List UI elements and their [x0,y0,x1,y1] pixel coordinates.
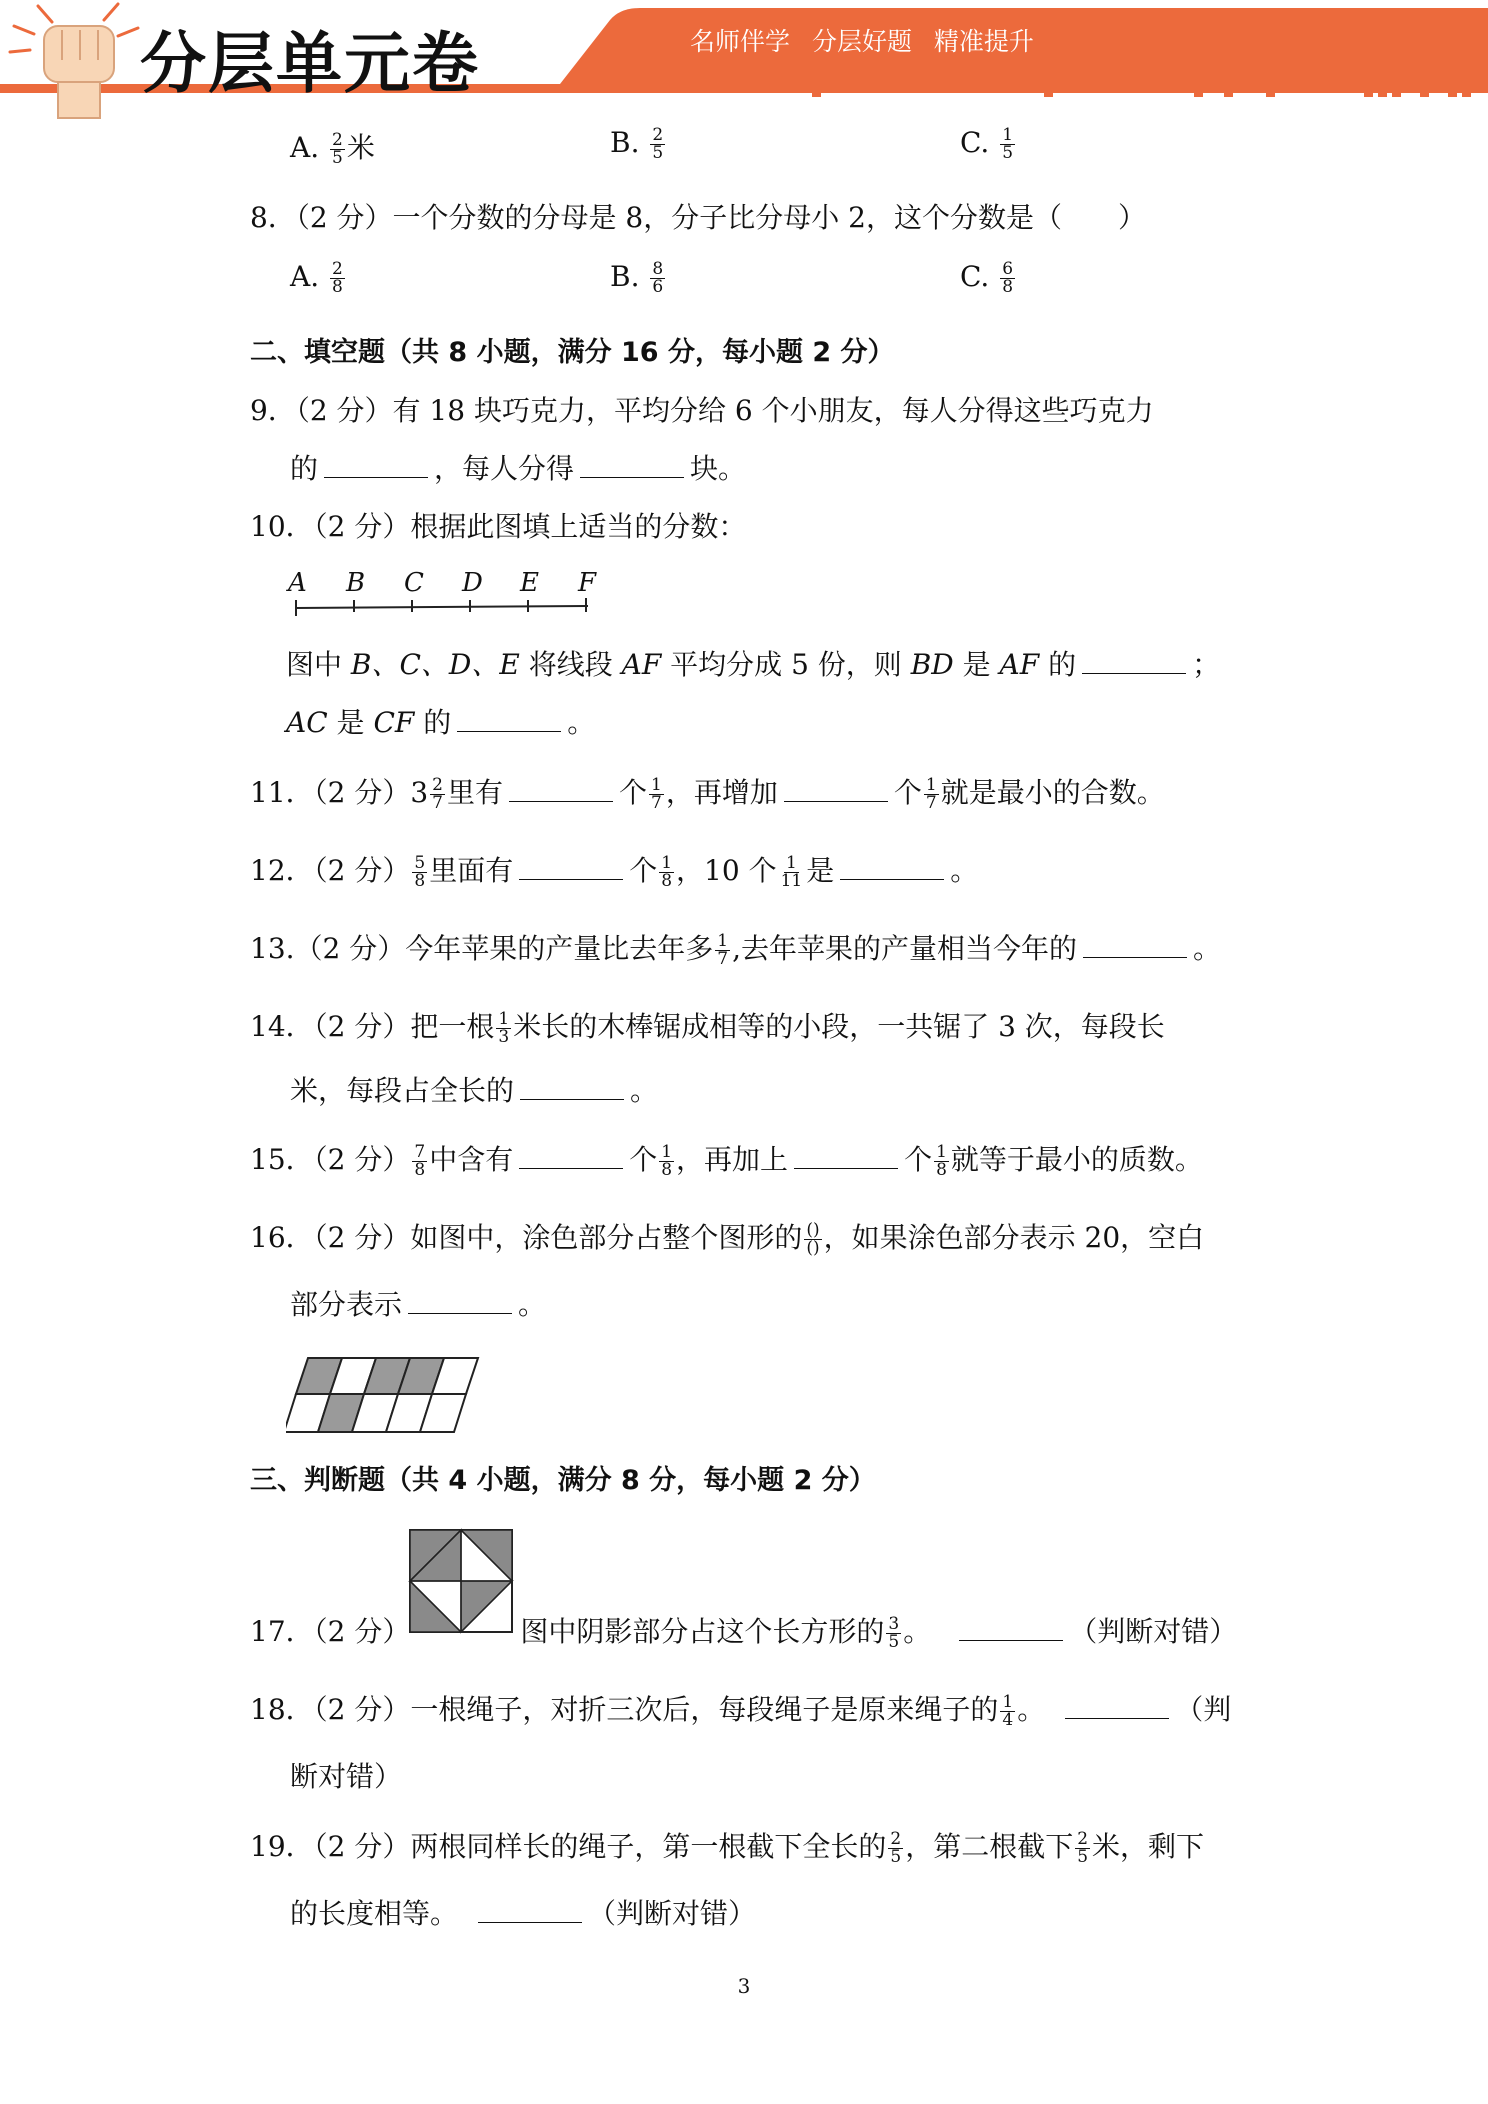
text: 17．（2 分） [250,1615,411,1648]
answer-blank[interactable] [1065,1692,1169,1719]
fraction [886,1616,901,1651]
numerator: 3 [888,1614,900,1634]
text: BD [910,648,954,681]
question-18-line2: 断对错） [290,1760,403,1793]
question-10: 10．（2 分）根据此图填上适当的分数： [250,510,747,543]
fraction [924,777,939,812]
answer-blank[interactable] [457,705,561,732]
section-2-title: 二、填空题（共 8 小题，满分 16 分，每小题 2 分） [250,337,895,368]
fraction [649,777,664,812]
fraction [715,933,730,968]
header-tagline: 名师伴学 分层好题 精准提升 [690,27,1034,56]
option-letter: B. [610,126,640,159]
numerator: 5 [414,853,426,873]
answer-blank[interactable] [478,1896,582,1923]
answer-blank[interactable] [520,1073,624,1100]
answer-blank[interactable] [519,853,623,880]
q7-option-c [960,126,1017,162]
text: ，每人分得 [434,452,575,485]
text: 图中阴影部分占这个长方形的 [520,1615,885,1648]
text: ； [1192,648,1221,681]
numerator: 1 [498,1009,510,1029]
text: 里有 [447,776,504,809]
fraction [330,261,345,296]
denominator: 8 [936,1160,947,1180]
text: ,去年苹果的产量相当今年的 [732,932,1077,965]
question-19-line1 [250,1827,1204,1867]
text: 。 [567,706,596,739]
question-19-line2 [290,1894,756,1934]
answer-blank[interactable] [580,451,684,478]
text: ，第二根截下 [905,1830,1074,1863]
text: 的 [1039,648,1077,681]
option-letter: A. [290,260,320,293]
text: AF [621,648,662,681]
option-letter: A. [290,131,320,164]
text: 13.（2 分）今年苹果的产量比去年多 [250,932,714,965]
denominator: () [806,1238,820,1258]
q8-option-b [610,260,667,296]
fraction [650,261,665,296]
question-11 [250,773,1165,813]
text: 的 [414,706,452,739]
denominator: 5 [1077,1847,1089,1867]
denominator: 5 [890,1847,902,1867]
denominator: 3 [498,1027,510,1047]
fraction [888,1831,903,1866]
question-10-line2 [286,645,1220,685]
numerator: 1 [1002,1692,1014,1712]
text: 12．（2 分） [250,854,411,887]
page-number: 3 [737,1974,751,1998]
text: 18．（2 分）一根绳子，对折三次后，每段绳子是原来绳子的 [250,1693,999,1726]
segment-diagram [288,568,608,632]
text: （判 [1175,1693,1232,1726]
answer-blank[interactable] [519,1142,623,1169]
numerator: 1 [661,1142,673,1162]
numerator: 8 [652,259,664,279]
text: 平均分成 5 份，则 [661,648,911,681]
question-15 [250,1140,1203,1180]
fraction [779,855,805,890]
text: 就是最小的合数。 [940,776,1165,809]
text: 是 [327,706,374,739]
question-9-line1: 9．（2 分）有 18 块巧克力，平均分给 6 个小朋友，每人分得这些巧克力 [250,394,1154,427]
numerator: 2 [890,1829,902,1849]
q7-option-a [290,126,375,167]
fraction [1000,1694,1015,1729]
answer-blank[interactable] [509,775,613,802]
option-letter: B. [610,260,640,293]
denominator: 8 [414,1160,426,1180]
question-9-line2 [290,449,746,489]
answer-blank[interactable] [784,775,888,802]
fraction [412,855,427,890]
denominator: 5 [332,148,343,168]
question-12 [250,851,978,891]
fraction [430,777,445,812]
text: 个 [619,776,648,809]
numerator: 2 [432,775,443,795]
fraction [659,1144,674,1179]
text: 。 [630,1074,659,1107]
q8-option-a [290,260,347,296]
segment-line [288,568,608,632]
answer-blank[interactable] [324,451,428,478]
text: 图中 [286,648,351,681]
text: 中含有 [429,1143,514,1176]
denominator: 11 [780,871,803,891]
text: ，10 个 [676,854,777,887]
text: 个 [629,1143,658,1176]
denominator: 8 [661,871,673,891]
denominator: 5 [652,143,664,163]
text: 米，每段占全长的 [290,1074,515,1107]
text: 米长的木棒锯成相等的小段，一共锯了 3 次，每段长 [513,1010,1165,1043]
page-header [0,0,1488,120]
text: 是 [806,854,835,887]
answer-blank[interactable] [408,1287,512,1314]
denominator: 4 [1002,1710,1014,1730]
point-label: F [578,568,597,598]
text: 。 [950,854,979,887]
numerator: 1 [925,775,937,795]
text: 的长度相等。 [290,1897,459,1930]
denominator: 8 [1002,277,1014,297]
answer-blank[interactable] [959,1614,1063,1641]
denominator: 8 [414,871,426,891]
text: 14．（2 分）把一根 [250,1010,495,1043]
fraction [412,1144,427,1179]
point-label: A [288,568,307,598]
text: 就等于最小的质数。 [950,1143,1203,1176]
text: （判断对错） [1069,1615,1238,1648]
fist-icon [10,4,138,118]
answer-blank[interactable] [794,1142,898,1169]
option-letter: C. [960,126,990,159]
text: （判断对错） [588,1897,757,1930]
text: ，如果涂色部分表示 20，空白 [823,1221,1205,1254]
question-16-line2 [290,1285,546,1325]
numerator: 1 [661,853,673,873]
point-label: C [404,568,424,598]
text: 部分表示 [290,1288,403,1321]
denominator: 7 [651,793,662,813]
numerator: 1 [1002,125,1014,145]
text: 。 [1017,1693,1046,1726]
point-label: E [520,568,539,598]
text: ，再加上 [676,1143,789,1176]
denominator: 7 [717,949,729,969]
text: 里面有 [429,854,514,887]
answer-blank[interactable] [1083,931,1187,958]
denominator: 5 [888,1632,900,1652]
question-8: 8．（2 分）一个分数的分母是 8，分子比分母小 2，这个分数是（ ） [250,201,1146,234]
answer-blank[interactable] [1082,647,1186,674]
fraction [496,1011,511,1046]
numerator: 2 [332,259,343,279]
question-10-line3 [286,703,595,743]
option-unit: 米 [346,131,375,164]
denominator: 8 [332,277,343,297]
text: 19．（2 分）两根同样长的绳子，第一根截下全长的 [250,1830,887,1863]
numerator: 2 [652,125,664,145]
numerator: 2 [332,130,343,150]
text: 个 [629,854,658,887]
question-17 [250,1612,1237,1652]
text: ，再增加 [665,776,778,809]
text: AC [286,706,328,739]
text: 将线段 [519,648,622,681]
text: AF [999,648,1040,681]
text: 个 [893,776,922,809]
point-label: B [346,568,366,598]
text: 。 [903,1615,932,1648]
question-14-line1 [250,1007,1165,1047]
text: 块。 [690,452,747,485]
text: 是 [953,648,1000,681]
denominator: 8 [661,1160,673,1180]
q8-option-c [960,260,1017,296]
numerator: 6 [1002,259,1014,279]
text: 的 [290,452,319,485]
text: CF [373,706,415,739]
text: 。 [1192,932,1221,965]
option-letter: C. [960,260,990,293]
q7-option-b [610,126,667,162]
text: 16．（2 分）如图中，涂色部分占整个图形的 [250,1221,803,1254]
fraction [1000,127,1015,162]
question-18-line1 [250,1690,1231,1730]
fraction [330,132,345,167]
section-3-title: 三、判断题（共 4 小题，满分 8 分，每小题 2 分） [250,1465,876,1496]
brand-title: 分层单元卷 [140,25,480,102]
numerator: 1 [785,853,797,873]
denominator: 6 [652,277,664,297]
question-16-line1 [250,1218,1204,1258]
text: 11．（2 分）3 [250,776,429,809]
numerator: () [806,1220,820,1240]
denominator: 7 [432,793,443,813]
numerator: 2 [1077,1829,1089,1849]
point-label: D [462,568,483,598]
fraction [1000,261,1015,296]
numerator: 1 [651,775,662,795]
question-14-line2 [290,1071,658,1111]
fraction [804,1222,821,1257]
fraction [934,1144,949,1179]
numerator: 1 [717,931,729,951]
denominator: 7 [925,793,937,813]
fraction [1075,1831,1090,1866]
text: 。 [518,1288,547,1321]
text: 15．（2 分） [250,1143,411,1176]
text: 米，剩下 [1092,1830,1205,1863]
text: B、C、D、E [350,648,520,681]
question-13 [250,929,1221,969]
numerator: 7 [414,1142,426,1162]
answer-blank[interactable] [840,853,944,880]
numerator: 1 [936,1142,947,1162]
denominator: 5 [1002,143,1014,163]
fraction [650,127,665,162]
parallelogram-figure [286,1348,486,1448]
text: 个 [904,1143,933,1176]
fraction [659,855,674,890]
